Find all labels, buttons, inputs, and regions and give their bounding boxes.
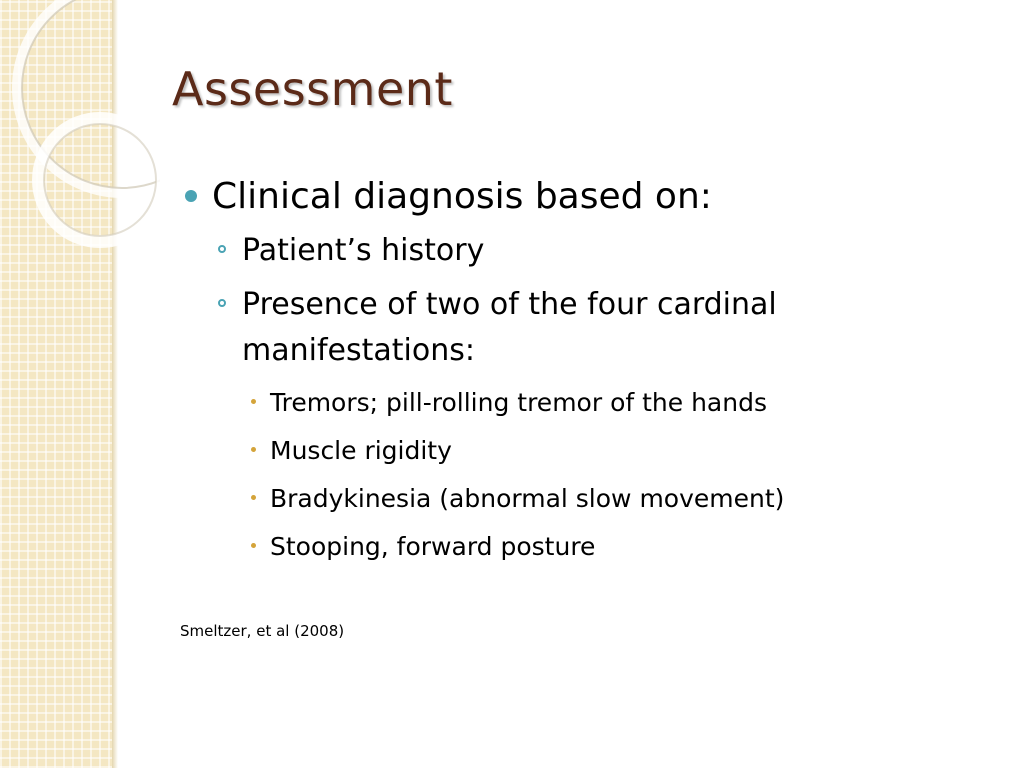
bullet-text-line: Presence of two of the four cardinal [242,287,777,322]
bullet-text: Tremors; pill-rolling tremor of the hands [270,388,767,417]
bullet-level3 [180,530,1000,564]
bullet-list [180,168,1000,564]
bullet-level3 [180,482,1000,516]
bullet-level2 [180,228,1000,274]
hollow-circle-bullet-icon [218,299,226,307]
slide-title: Assessment [172,62,453,116]
small-dot-bullet-icon [251,447,256,452]
bullet-text-line: manifestations: [242,333,475,368]
decorative-rings-icon [0,0,160,260]
bullet-text: Stooping, forward posture [270,532,596,561]
bullet-text: Patient’s history [242,233,485,268]
small-dot-bullet-icon [251,399,256,404]
small-dot-bullet-icon [251,543,256,548]
citation: Smeltzer, et al (2008) [180,622,345,640]
bullet-text: Clinical diagnosis based on: [212,176,712,217]
small-dot-bullet-icon [251,495,256,500]
bullet-level3 [180,434,1000,468]
bullet-level1 [180,168,1000,226]
bullet-text: Bradykinesia (abnormal slow movement) [270,484,785,513]
bullet-level3 [180,386,1000,420]
filled-circle-bullet-icon [185,190,197,202]
bullet-text: Muscle rigidity [270,436,452,465]
bullet-level2 [180,282,1000,374]
hollow-circle-bullet-icon [218,245,226,253]
bullet-text [242,282,777,374]
